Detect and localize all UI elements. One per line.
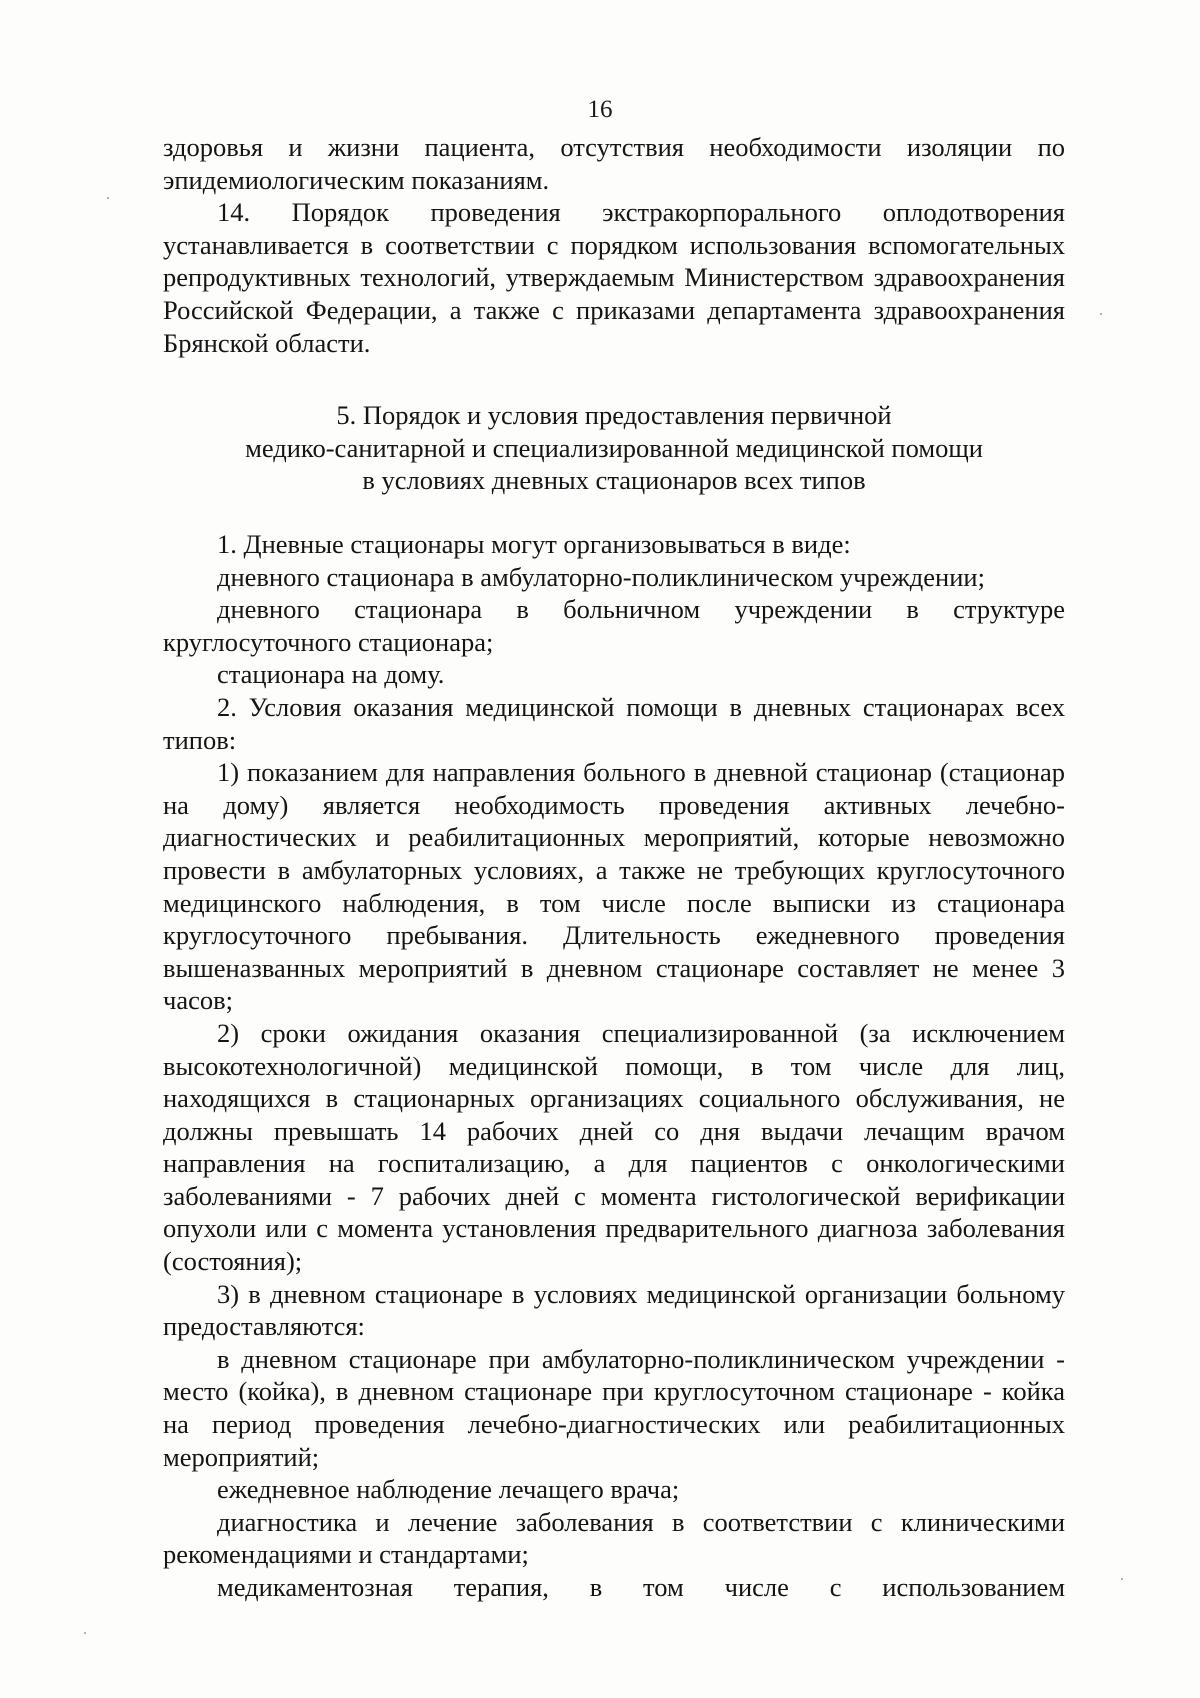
page-number: 16 <box>587 96 613 123</box>
paragraph-option-hospital: дневного стационара в больничном учреждении в структуре круглосуточного стационара; <box>163 594 1065 657</box>
heading-line-2: медико-санитарной и специализированной медицинской помощи <box>245 432 983 463</box>
paragraph-bed: в дневном стационаре при амбулаторно-поликлиническом учреждении - место (койка), в дневном стационаре при круглосуточном стационаре - койка на период проведения лечебно-диагностических или реабилитационных мероприятий; <box>163 1343 1065 1472</box>
paragraph-ivf: 14. Порядок проведения экстракорпорального оплодотворения устанавливается в соответствии с порядком использования вспомогательных репродуктивных технологий, утверждаемым Министерством здравоохранения Российской Федерации, а также с приказами департамента здравоохранения Брянской области. <box>163 197 1065 358</box>
scan-speck <box>107 197 109 199</box>
paragraph-medication: медикаментозная терапия, в том числе с использованием <box>217 1572 1065 1602</box>
paragraph-item-1: 1. Дневные стационары могут организовываться в виде: <box>217 529 851 559</box>
paragraph-subitem-2: 2) сроки ожидания оказания специализированной (за исключением высокотехнологичной) медицинской помощи, в том числе для лиц, находящихся в стационарных организациях социального обслуживания, не должны превышать 14 рабочих дней со дня выдачи лечащим врачом направления на госпитализацию, а для пациентов с онкологическими заболеваниями - 7 рабочих дней с момента гистологической верификации опухоли или с момента установления предварительного диагноза заболевания (состояния); <box>163 1017 1065 1277</box>
paragraph-option-home: стационара на дому. <box>217 659 445 690</box>
scan-speck <box>84 1632 86 1634</box>
paragraph-subitem-1: 1) показанием для направления больного в дневной стационар (стационар на дому) является необходимость проведения активных лечебно-диагностических и реабилитационных мероприятий, которые невозможно провести в амбулаторных условиях, а также не требующих круглосуточного медицинского наблюдения, в том числе после выписки из стационара круглосуточного пребывания. Длительность ежедневного проведения вышеназванных мероприятий в дневном стационаре составляет не менее 3 часов; <box>163 757 1065 1016</box>
paragraph-option-ambulatory: дневного стационара в амбулаторно-поликлиническом учреждении; <box>217 561 985 592</box>
top-text-block <box>163 131 1065 359</box>
paragraph-diagnostics: диагностика и лечение заболевания в соответствии с клиническими рекомендациями и стандартами; <box>163 1506 1065 1570</box>
scan-speck <box>1121 1578 1123 1580</box>
paragraph-observation: ежедневное наблюдение лечащего врача; <box>217 1474 680 1505</box>
paragraph-item-2: 2. Условия оказания медицинской помощи в дневных стационарах всех типов: <box>163 691 1065 755</box>
heading-line-1: 5. Порядок и условия предоставления первичной <box>336 400 892 430</box>
scan-speck <box>1100 313 1102 315</box>
section-heading <box>163 399 1065 497</box>
section-body <box>163 528 1065 1604</box>
heading-line-3: в условиях дневных стационаров всех типов <box>362 465 866 496</box>
paragraph-subitem-3: 3) в дневном стационаре в условиях медицинской организации больному предоставляются: <box>163 1278 1065 1342</box>
paragraph-continuation: здоровья и жизни пациента, отсутствия необходимости изоляции по эпидемиологическим показаниям. <box>163 132 1065 195</box>
